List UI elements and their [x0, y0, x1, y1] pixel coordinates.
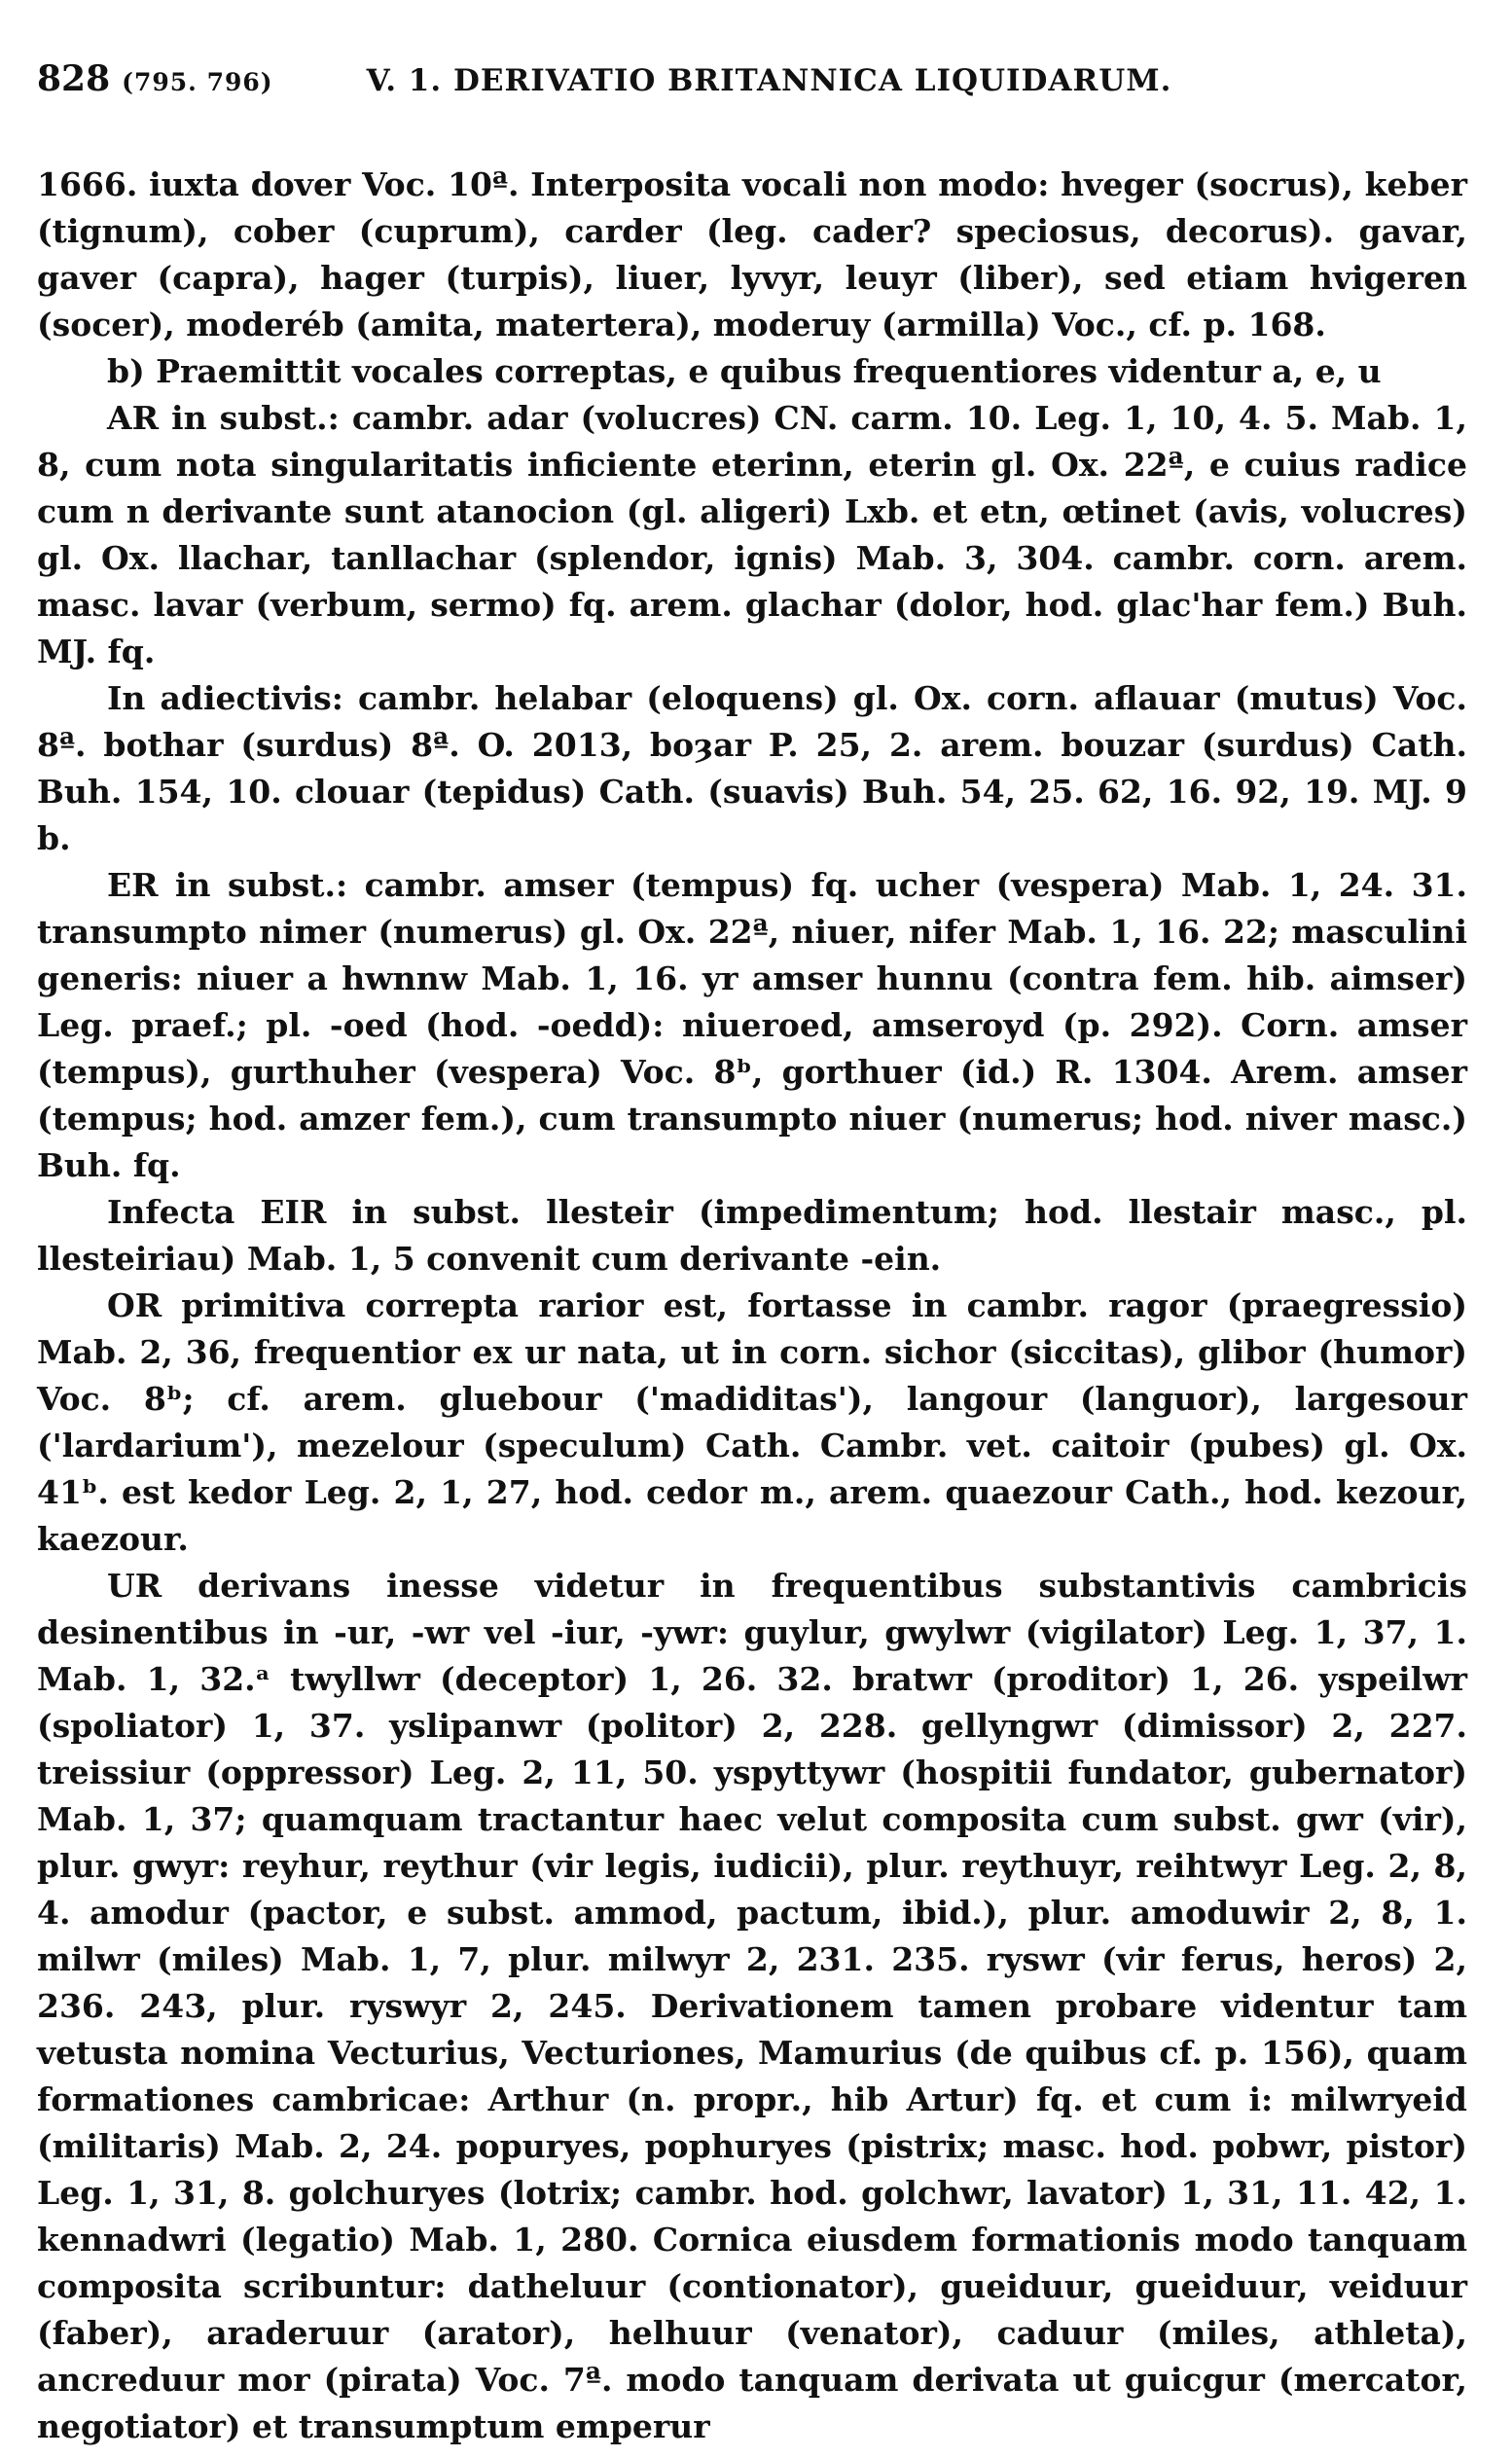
body-text — [37, 162, 1467, 2450]
paragraph-eir-subst: Infecta EIR in subst. llesteir (impedimentum; hod. llestair masc., pl. llesteiriau) Mab. 1, 5 convenit cum derivante -ein. — [37, 1193, 1467, 1278]
paragraph-b-vocales: b) Praemittit vocales correptas, e quibus frequentiores videntur a, e, u — [107, 352, 1382, 390]
running-title: V. 1. DERIVATIO BRITANNICA LIQUIDARUM. — [366, 63, 1172, 98]
paragraph-iuxta-dover: 1666. iuxta dover Voc. 10ª. Interposita vocali non modo: hveger (socrus), keber (tignum), cober (cuprum), carder (leg. cader? speciosus, decorus). gavar, gaver (capra), hager (turpis), liuer, lyvyr, leuyr (liber), sed etiam hvigeren (socer), moderéb (amita, matertera), moderuy (armilla) Voc., cf. p. 168. — [37, 165, 1467, 343]
paragraph-ar-subst: AR in subst.: cambr. adar (volucres) CN. carm. 10. Leg. 1, 10, 4. 5. Mab. 1, 8, cum nota singularitatis inficiente eterinn, eterin gl. Ox. 22ª, e cuius radice cum n derivante sunt atanocion (gl. aligeri) Lxb. et etn, œtinet (avis, volucres) gl. Ox. llachar, tanllachar (splendor, ignis) Mab. 3, 304. cambr. corn. arem. masc. lavar (verbum, sermo) fq. arem. glachar (dolor, hod. glac'har fem.) Buh. MJ. fq. — [37, 399, 1467, 670]
paragraph-ur-derivans: UR derivans inesse videtur in frequentibus substantivis cambricis desinentibus in -ur, -wr vel -iur, -ywr: guylur, gwylwr (vigilator) Leg. 1, 37, 1. Mab. 1, 32.ᵃ twyllwr (deceptor) 1, 26. 32. bratwr (proditor) 1, 26. yspeilwr (spoliator) 1, 37. yslipanwr (politor) 2, 228. gellyngwr (dimissor) 2, 227. treissiur (oppressor) Leg. 2, 11, 50. yspyttywr (hospitii fundator, gubernator) Mab. 1, 37; quamquam tractantur haec velut composita cum subst. gwr (vir), plur. gwyr: reyhur, reythur (vir legis, iudicii), plur. reythuyr, reihtwyr Leg. 2, 8, 4. amodur (pactor, e subst. ammod, pactum, ibid.), plur. amoduwir 2, 8, 1. milwr (miles) Mab. 1, 7, plur. milwyr 2, 231. 235. ryswr (vir ferus, heros) 2, 236. 243, plur. ryswyr 2, 245. Derivationem tamen probare videntur tam vetusta nomina Vecturius, Vecturiones, Mamurius (de quibus cf. p. 156), quam formationes cambricae: Arthur (n. propr., hib Artur) fq. et cum i: milwryeid (militaris) Mab. 2, 24. popuryes, pophuryes (pistrix; masc. hod. pobwr, pistor) Leg. 1, 31, 8. golchuryes (lotrix; cambr. hod. golchwr, lavator) 1, 31, 11. 42, 1. kennadwri (legatio) Mab. 1, 280. Cornica eiusdem formationis modo tanquam composita scribuntur: datheluur (contionator), gueiduur, gueiduur, veiduur (faber), araderuur (arator), helhuur (venator), caduur (miles, athleta), ancreduur mor (pirata) Voc. 7ª. modo tanquam derivata ut guicgur (mercator, negotiator) et transumptum emperur — [37, 1567, 1467, 2445]
paragraph-adiectivis: In adiectivis: cambr. helabar (eloquens) gl. Ox. corn. aflauar (mutus) Voc. 8ª. bothar (surdus) 8ª. O. 2013, boȝar P. 25, 2. arem. bouzar (surdus) Cath. Buh. 154, 10. clouar (tepidus) Cath. (suavis) Buh. 54, 25. 62, 16. 92, 19. MJ. 9 b. — [37, 679, 1467, 857]
column-references: (795. 796) — [122, 68, 273, 96]
paragraph-er-subst: ER in subst.: cambr. amser (tempus) fq. ucher (vespera) Mab. 1, 24. 31. transumpto nimer (numerus) gl. Ox. 22ª, niuer, nifer Mab. 1, 16. 22; masculini generis: niuer a hwnnw Mab. 1, 16. yr amser hunnu (contra fem. hib. aimser) Leg. praef.; pl. -oed (hod. -oedd): niueroed, amseroyd (p. 292). Corn. amser (tempus), gurthuher (vespera) Voc. 8ᵇ, gorthuer (id.) R. 1304. Arem. amser (tempus; hod. amzer fem.), cum transumpto niuer (numerus; hod. niver masc.) Buh. fq. — [37, 866, 1467, 1184]
page-number: 828 — [37, 58, 111, 99]
page — [37, 58, 1467, 2450]
paragraph-or-primitiva: OR primitiva correpta rarior est, fortasse in cambr. ragor (praegressio) Mab. 2, 36, frequentior ex ur nata, ut in corn. sichor (siccitas), glibor (humor) Voc. 8ᵇ; cf. arem. gluebour ('madiditas'), langour (languor), largesour ('lardarium'), mezelour (speculum) Cath. Cambr. vet. caitoir (pubes) gl. Ox. 41ᵇ. est kedor Leg. 2, 1, 27, hod. cedor m., arem. quaezour Cath., hod. kezour, kaezour. — [37, 1286, 1467, 1558]
running-header — [37, 58, 1467, 99]
